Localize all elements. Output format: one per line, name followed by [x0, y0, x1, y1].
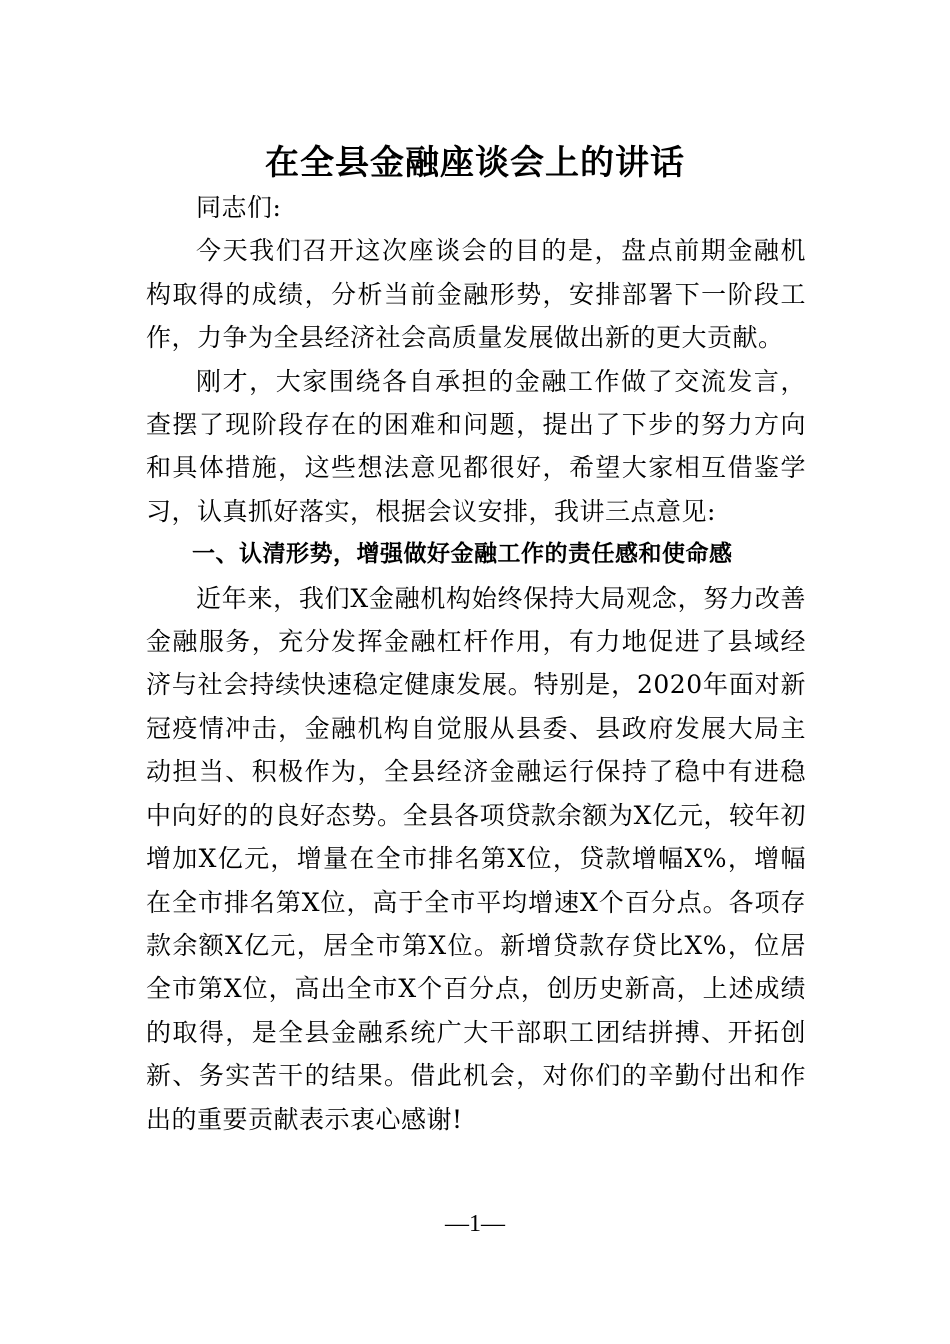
salutation: 同志们: [196, 193, 282, 222]
page-number: —1— [445, 1211, 505, 1237]
body-paragraph-purpose: 今天我们召开这次座谈会的目的是，盘点前期金融机构取得的成绩，分析当前金融形势，安排部署下一阶段工作，力争为全县经济社会高质量发展做出新的更大贡献。 [146, 236, 806, 353]
body-paragraph-achievements: 近年来，我们X金融机构始终保持大局观念，努力改善金融服务，充分发挥金融杠杆作用，有力地促进了县域经济与社会持续快速稳定健康发展。特别是，2020年面对新冠疫情冲击，金融机构自觉服从县委、县政府发展大局主动担当、积极作为，全县经济金融运行保持了稳中有进稳中向好的的良好态势。全县各项贷款余额为X亿元，较年初增加X亿元，增量在全市排名第X位，贷款增幅X%，增幅在全市排名第X位，高于全市平均增速X个百分点。各项存款余额X亿元，居全市第X位。新增贷款存贷比X%，位居全市第X位，高出全市X个百分点，创历史新高，上述成绩的取得，是全县金融系统广大干部职工团结拼搏、开拓创新、务实苦干的结果。借此机会，对你们的辛勤付出和作出的重要贡献表示衷心感谢! [146, 583, 806, 1134]
section-heading-1: 一、认清形势，增强做好金融工作的责任感和使命感 [192, 541, 733, 568]
body-paragraph-discussion: 刚才，大家围绕各自承担的金融工作做了交流发言，查摆了现阶段存在的困难和问题，提出了下步的努力方向和具体措施，这些想法意见都很好，希望大家相互借鉴学习，认真抓好落实，根据会议安排，我讲三点意见: [146, 366, 806, 526]
document-body [146, 186, 806, 1141]
page-title: 在全县金融座谈会上的讲话 [265, 143, 685, 183]
